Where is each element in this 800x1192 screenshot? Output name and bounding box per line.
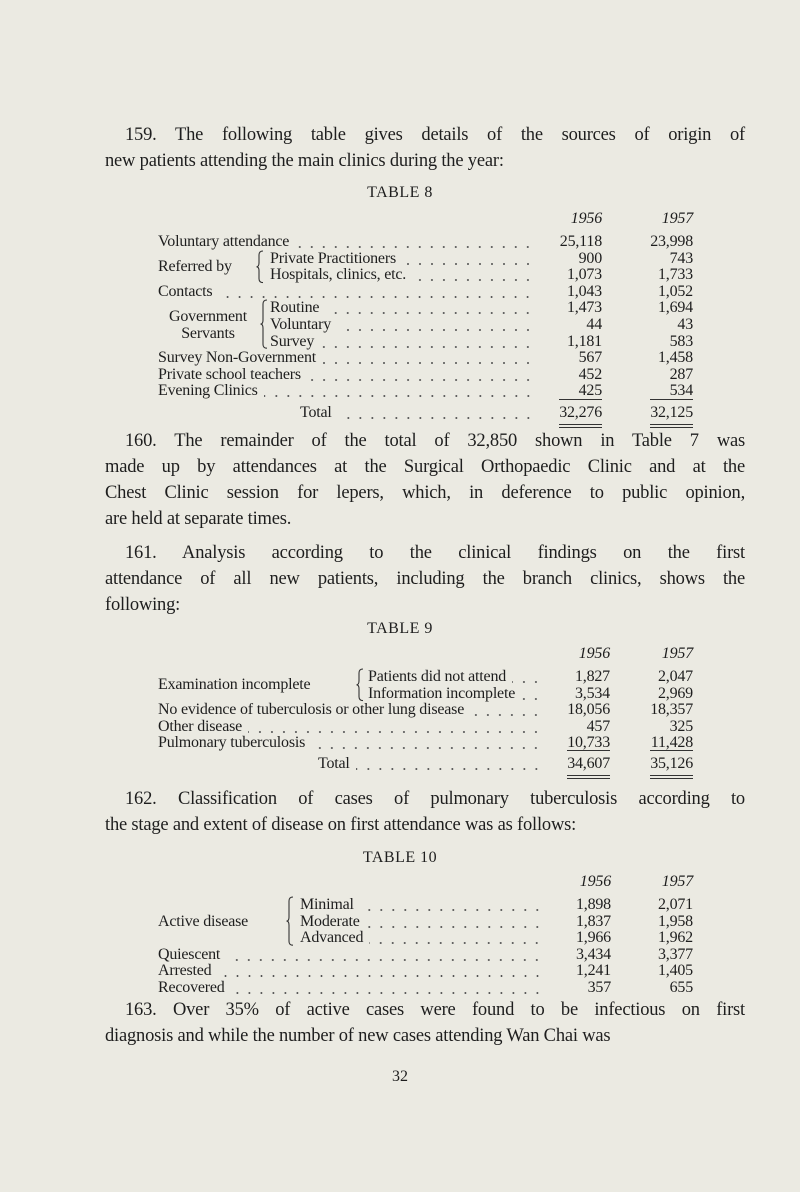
paragraph-163 xyxy=(105,997,745,1049)
group-label-line: Examination incomplete xyxy=(158,676,311,694)
table-row xyxy=(270,333,693,350)
dot-leader xyxy=(248,718,542,735)
dot-leader xyxy=(412,266,534,283)
table-row xyxy=(158,349,693,366)
row-label: Pulmonary tuberculosis xyxy=(158,734,306,752)
value-1956: 1,898 xyxy=(575,896,611,913)
row-label: Other disease xyxy=(158,717,243,735)
dot-leader xyxy=(360,896,543,913)
value-1957: 2,071 xyxy=(657,896,693,913)
value-1956: 1,827 xyxy=(574,668,610,685)
dot-leader xyxy=(218,283,534,300)
value-1956: 457 xyxy=(586,717,610,735)
value-1957: 2,047 xyxy=(657,668,693,685)
value-1957: 11,428 xyxy=(650,734,693,752)
value-1956: 1,473 xyxy=(566,299,602,317)
table-row xyxy=(270,250,693,267)
brace-icon xyxy=(286,896,294,946)
row-label: Evening Clinics xyxy=(158,382,258,400)
group-label xyxy=(158,676,348,693)
value-1957: 287 xyxy=(669,365,693,383)
brace-icon xyxy=(356,668,364,702)
row-label: Private school teachers xyxy=(158,365,301,383)
table-row xyxy=(158,283,693,300)
group-label-line: Active disease xyxy=(158,912,249,930)
year-header-1956: 1956 xyxy=(579,873,611,890)
value-1957: 2,969 xyxy=(657,684,693,702)
total-value-1956: 34,607 xyxy=(567,755,610,772)
value-1957: 1,958 xyxy=(657,912,693,930)
page-number: 32 xyxy=(392,1068,408,1085)
paragraph-line: 160. The remainder of the total of 32,850 shown in Table 7 was xyxy=(125,431,745,451)
dot-leader xyxy=(512,668,542,685)
dot-leader xyxy=(264,382,534,399)
brace-icon xyxy=(256,250,264,284)
paragraph-line: 159. The following table gives details of the sources of origin of xyxy=(125,125,745,145)
dot-leader xyxy=(226,946,543,963)
row-label: Moderate xyxy=(300,912,360,930)
value-1956: 900 xyxy=(578,249,602,267)
row-label: Survey xyxy=(270,332,315,350)
value-1957: 583 xyxy=(669,332,693,350)
value-1957: 23,998 xyxy=(650,233,693,250)
row-label: Voluntary xyxy=(270,316,332,333)
table-row xyxy=(158,946,693,963)
paragraph-line: diagnosis and while the number of new cases attending Wan Chai was xyxy=(105,1026,611,1046)
value-1956: 1,043 xyxy=(566,282,602,300)
year-header-1957: 1957 xyxy=(661,645,693,662)
row-label: Survey Non-Government xyxy=(158,349,316,367)
dot-leader xyxy=(231,979,543,996)
table-row xyxy=(158,366,693,383)
value-1957: 1,458 xyxy=(657,349,693,367)
value-1956: 3,434 xyxy=(575,945,611,963)
total-value-1956: 32,276 xyxy=(559,404,602,421)
value-1956: 452 xyxy=(578,365,602,383)
table-row xyxy=(158,701,693,718)
paragraph-line: 161. Analysis according to the clinical findings on the first xyxy=(125,543,745,563)
dot-leader xyxy=(366,913,543,930)
row-label: Patients did not attend xyxy=(368,668,507,685)
year-header-row xyxy=(158,210,693,227)
brace-icon xyxy=(260,299,268,349)
paragraph-160 xyxy=(105,428,745,532)
value-1957: 325 xyxy=(669,717,693,735)
dot-leader xyxy=(295,233,534,250)
group-label xyxy=(158,258,250,275)
value-1956: 18,056 xyxy=(567,701,610,719)
year-header-1956: 1956 xyxy=(578,645,610,662)
row-label: Voluntary attendance xyxy=(158,233,290,250)
total-1956 xyxy=(548,755,610,772)
table-row xyxy=(158,382,693,399)
year-header-row xyxy=(158,873,693,890)
dot-leader xyxy=(320,333,534,350)
value-1957: 43 xyxy=(677,316,693,333)
table-row xyxy=(270,266,693,283)
table-row xyxy=(158,718,693,735)
value-1957: 3,377 xyxy=(657,945,693,963)
paragraph-line: 162. Classification of cases of pulmonary tuberculosis according to xyxy=(125,789,745,809)
year-header-1957: 1957 xyxy=(661,210,693,227)
value-1957: 18,357 xyxy=(650,701,693,719)
table-row xyxy=(368,685,693,702)
row-label: Hospitals, clinics, etc. xyxy=(270,266,407,284)
value-1957: 1,694 xyxy=(657,299,693,317)
value-1956: 1,837 xyxy=(575,912,611,930)
year-header-1957: 1957 xyxy=(661,873,693,890)
table-10-title: TABLE 10 xyxy=(362,849,438,866)
paragraph-line: attendance of all new patients, including the branch clinics, shows the xyxy=(105,569,745,589)
paragraph-line: made up by attendances at the Surgical Orthopaedic Clinic and at the xyxy=(105,457,745,477)
total-row xyxy=(318,755,693,772)
paragraph-161 xyxy=(105,540,745,618)
total-value-1957: 32,125 xyxy=(650,404,693,421)
value-1956: 1,181 xyxy=(566,332,602,350)
total-1957 xyxy=(610,755,693,772)
value-1956: 1,241 xyxy=(575,962,611,980)
paragraph-line: following: xyxy=(105,595,181,615)
paragraph-line: Chest Clinic session for lepers, which, in deference to public opinion, xyxy=(105,483,745,503)
row-label: Information incomplete xyxy=(368,684,516,702)
table-row xyxy=(300,929,693,946)
value-1956: 1,073 xyxy=(566,266,602,284)
value-1957: 1,405 xyxy=(657,962,693,980)
row-label: Routine xyxy=(270,299,320,317)
table-row xyxy=(158,979,693,996)
total-label: Total xyxy=(318,755,350,772)
table-row xyxy=(270,316,693,333)
row-label: Arrested xyxy=(158,962,212,980)
table-row xyxy=(368,668,693,685)
table-row xyxy=(300,896,693,913)
row-label: Quiescent xyxy=(158,945,221,963)
dot-leader xyxy=(307,366,534,383)
value-1957: 1,733 xyxy=(657,266,693,284)
group-label-line: Referred by xyxy=(158,257,232,275)
total-1957 xyxy=(602,404,693,421)
total-1956 xyxy=(540,404,602,421)
row-label: Minimal xyxy=(300,896,354,913)
table-row xyxy=(158,734,693,751)
table-8-title: TABLE 8 xyxy=(367,184,433,201)
dot-leader xyxy=(337,316,534,333)
year-header-row xyxy=(158,645,693,662)
paragraph-line: are held at separate times. xyxy=(105,509,292,529)
dot-leader xyxy=(311,734,542,751)
value-1956: 1,966 xyxy=(575,929,611,947)
group-label xyxy=(158,913,273,930)
value-1956: 44 xyxy=(586,316,602,333)
dot-leader xyxy=(325,299,534,316)
dot-leader xyxy=(470,701,542,718)
row-label: Advanced xyxy=(300,929,364,947)
paragraph-159 xyxy=(105,122,745,174)
value-1957: 1,052 xyxy=(657,282,693,300)
value-1956: 10,733 xyxy=(567,734,610,752)
value-1956: 425 xyxy=(578,382,602,400)
dot-leader xyxy=(322,349,534,366)
dot-leader xyxy=(369,929,543,946)
dot-leader xyxy=(402,250,534,267)
paragraph-line: new patients attending the main clinics during the year: xyxy=(105,151,504,171)
group-label xyxy=(158,308,258,342)
total-row xyxy=(300,404,693,421)
value-1956: 567 xyxy=(578,349,602,367)
paragraph-162 xyxy=(105,786,745,838)
row-label: Contacts xyxy=(158,282,213,300)
table-row xyxy=(158,962,693,979)
value-1956: 25,118 xyxy=(559,233,602,250)
dot-leader xyxy=(356,755,542,772)
dot-leader xyxy=(521,685,542,702)
value-1957: 1,962 xyxy=(657,929,693,947)
table-row xyxy=(270,299,693,316)
value-1957: 655 xyxy=(669,979,693,996)
value-1956: 357 xyxy=(587,979,611,996)
total-label: Total xyxy=(300,404,332,421)
paragraph-line: 163. Over 35% of active cases were found to be infectious on first xyxy=(125,1000,745,1020)
dot-leader xyxy=(338,404,534,421)
value-1957: 534 xyxy=(669,382,693,400)
group-label-line: Servants xyxy=(181,325,235,342)
table-row xyxy=(300,913,693,930)
paragraph-line: the stage and extent of disease on first attendance was as follows: xyxy=(105,815,577,835)
table-row xyxy=(158,233,693,250)
group-label-line: Government xyxy=(169,308,247,325)
row-label: Recovered xyxy=(158,979,225,996)
table-9-title: TABLE 9 xyxy=(367,620,433,637)
row-label: Private Practitioners xyxy=(270,249,396,267)
value-1956: 3,534 xyxy=(574,684,610,702)
dot-leader xyxy=(218,962,544,979)
value-1957: 743 xyxy=(669,249,693,267)
total-value-1957: 35,126 xyxy=(650,755,693,772)
row-label: No evidence of tuberculosis or other lung disease xyxy=(158,701,465,719)
year-header-1956: 1956 xyxy=(570,210,602,227)
